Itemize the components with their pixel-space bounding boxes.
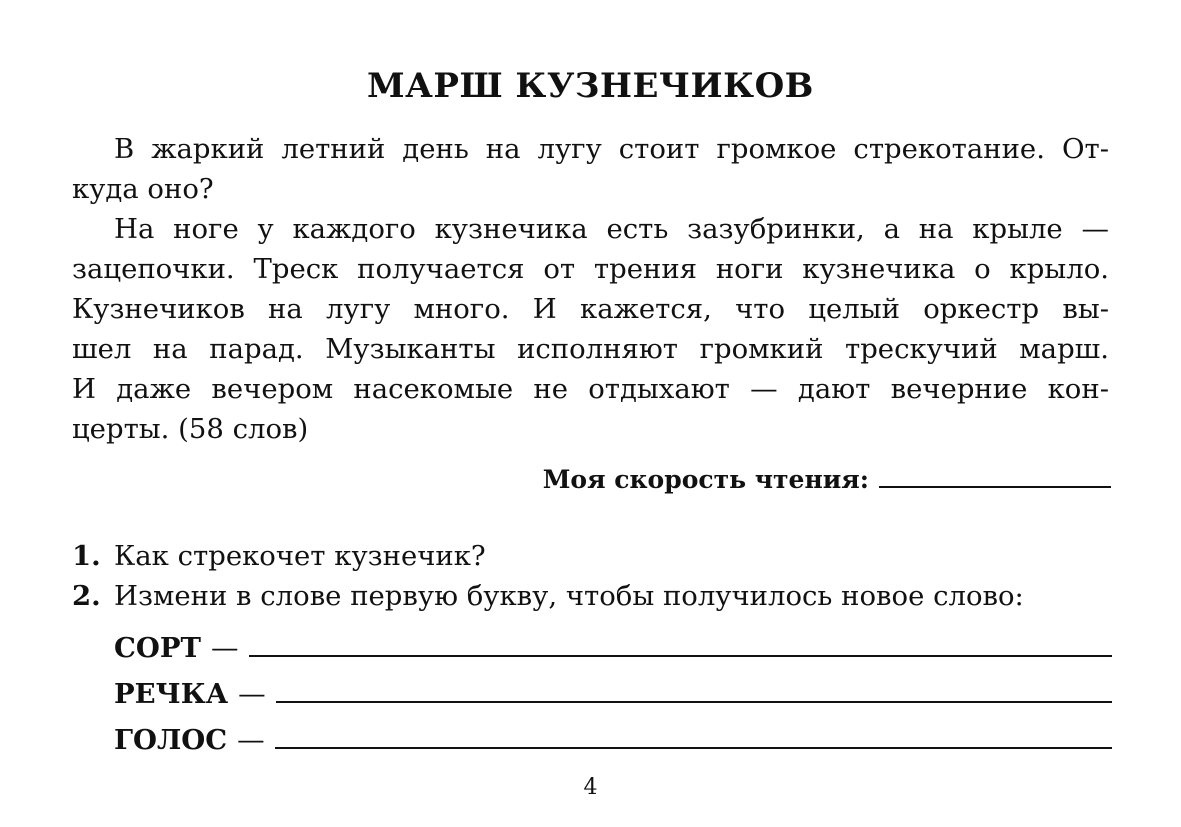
paragraph-1 [72,129,1109,209]
task-text: Измени в слове первую букву, чтобы получилось новое слово: [114,580,1024,612]
word-dash: — [238,678,266,710]
reading-speed-blank[interactable] [879,460,1111,488]
paragraph-line: Кузнечиков на лугу много. И кажется, что целый оркестр вы- [72,293,1109,325]
paragraph-line: шел на парад. Музыканты исполняют громкий трескучий марш. [72,333,1109,365]
task-text: Как стрекочет кузнечик? [114,540,486,572]
answer-blank[interactable] [275,717,1112,749]
task-number: 2. [72,580,101,612]
task-number: 1. [72,540,101,572]
word-dash: — [211,632,239,664]
task-item [72,576,1112,616]
paragraph-2 [72,209,1109,449]
page-title: МАРШ КУЗНЕЧИКОВ [367,66,814,106]
word-dash: — [237,724,265,756]
task-item [72,536,1112,576]
paragraph-line: На ноге у каждого кузнечика есть зазубринки, а на крыле — [114,213,1109,245]
word-row [114,671,1112,717]
page-number: 4 [583,775,598,800]
paragraph-line: И даже вечером насекомые не отдыхают — дают вечерние кон- [72,373,1109,405]
word-label: РЕЧКА [114,678,229,710]
word-label: ГОЛОС [114,724,228,756]
word-row [114,625,1112,671]
answer-blank[interactable] [276,671,1112,703]
word-row [114,717,1112,763]
task-list [72,536,1112,616]
word-exercise [114,625,1112,763]
answer-blank[interactable] [249,625,1113,657]
reading-speed [543,460,1111,494]
paragraph-line: церты. (58 слов) [72,413,309,445]
reading-speed-label: Моя скорость чтения: [542,465,869,494]
paragraph-line: зацепочки. Треск получается от трения ноги кузнечика о крыло. [72,253,1109,285]
paragraph-line: В жаркий летний день на лугу стоит громкое стрекотание. От- [114,133,1109,165]
word-label: СОРТ [114,632,201,664]
paragraph-line: куда оно? [72,173,214,205]
